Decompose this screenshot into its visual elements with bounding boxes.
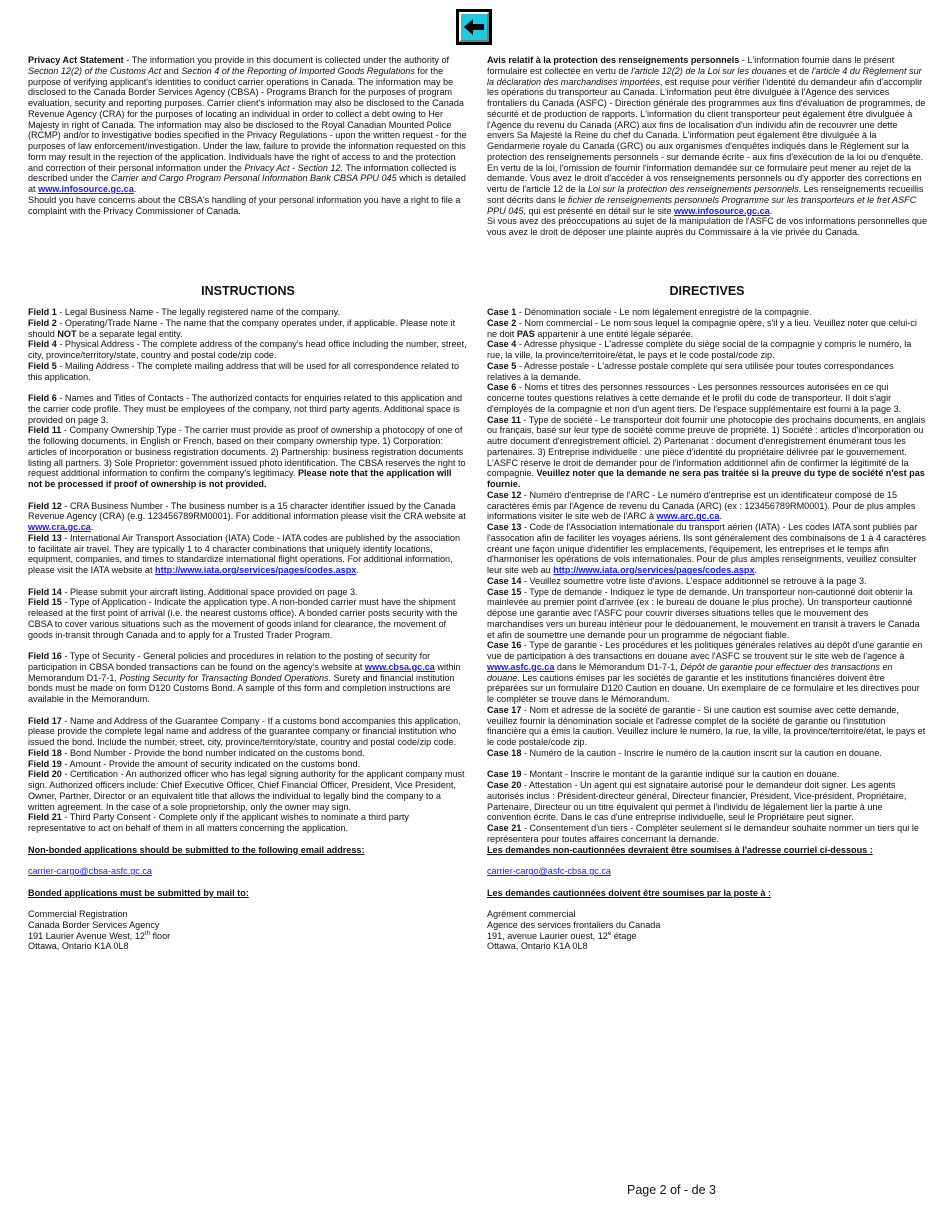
text: . [754, 565, 758, 575]
paragraph-group [28, 307, 468, 382]
bold-text: Case 2 [487, 317, 517, 328]
text: - Code de l'Association internationale du transport aérien (IATA) - Les codes IATA sont publiés par l'assocation afin de faciliter les voyages aériens. Ils sont généralement des combinaisons de 1 à 4 caractères créant une façon unique d'identifier les emplacements, l'équipement, les entreprises et le temps afin d'harmoniser les opérations de vols internationales. Pour de plus amples renseignments, veuillez consulter leur site web au [487, 522, 926, 575]
paragraph [487, 941, 927, 952]
text: . [356, 565, 359, 575]
text: - Type de garantie - Les procédures et les politiques générales relatives au dépôt d'une garantie en vue de participation à des transactions en douane avec l'ASFC se trouvent sur le site web de l'agence à [487, 640, 923, 661]
superscript: e [607, 930, 612, 937]
paragraph-group [28, 716, 468, 834]
paragraph [487, 823, 927, 845]
email-link[interactable]: carrier-cargo@cbsa-asfc.gc.ca [28, 866, 152, 876]
bold-text: Case 17 [487, 704, 522, 715]
text: . [90, 522, 94, 532]
text: Canada Border Services Agency [28, 919, 160, 930]
text: - Bond Number - Provide the bond number indicated on the customs bond. [61, 747, 365, 758]
paragraph [28, 307, 468, 318]
paragraph [28, 866, 468, 877]
text: Commercial Registration [28, 909, 128, 919]
italic-text: Posting Security for Transacting Bonded Operations [119, 672, 329, 683]
paragraph-group [28, 866, 468, 877]
text: - Consentement d'un tiers - Compléter seulement si le demandeur souhaite nommer un tiers qui le représentera pour toutes affaires concernant la demande. [487, 823, 919, 844]
bold-text: NOT [57, 328, 77, 339]
paragraph-group [28, 888, 468, 899]
text: - Name and Address of the Guarantee Company - If a customs bond accompanies this application, please provide the complete legal name and address of the guarantee company or financial institution who issued the bond. Include the number, street, city, province/territory/state, country and postal code/zip code. [28, 715, 461, 747]
bold-text: Privacy Act Statement [28, 55, 124, 65]
paragraph-group [28, 501, 468, 576]
paragraph [28, 501, 468, 533]
text: . Surety and financial institution bonds must be made on form D120 Customs Bond. A sample of this form and completion instructions are available in the Memorandum. [28, 672, 455, 704]
text: . [769, 205, 773, 216]
paragraph [487, 339, 927, 361]
directives-column [487, 307, 927, 963]
paragraph [487, 576, 927, 587]
text: - Adresse postale - L'adresse postale complète qui sera utilisée pour toutes correspondances relatives à la demande. [487, 360, 894, 382]
text: . Les renseignements recueillis sont décrits dans le [487, 184, 924, 205]
text: - Type de société - Le transporteur doit fournir une photocopie des prochains documents, en anglais ou français, basé sur leur type de société comme preuve de propriété. 1) Société : articles d'incorporation ou autre document d'enregistrement officiel. 2) Partenariat : document d'enregistrement énumérant tous les partenaires. 3) Entreprise individuelle : une pièce d'identité du propriétaire délivrée par le gouvernement. L'ASFC réserve le droit de demander pour de l'information additionnel afin de confirmer la légitimité de la compagnie. [487, 414, 926, 479]
text: - Please submit your aircraft listing. Additional space provided on page 3. [61, 586, 358, 597]
bold-text: Field 17 [28, 715, 62, 726]
bold-text: Case 16 [487, 640, 522, 651]
paragraph [487, 931, 927, 942]
paragraph [28, 195, 468, 217]
text: 191 Laurier Avenue West, 12 [28, 930, 145, 941]
text: - Numéro de la caution - Inscrire le numéro de la caution inscrit sur la caution en douane. [521, 747, 882, 758]
italic-text: fichier de renseignements personnels Programme sur les transporteurs et le fret ASFC PPU 045 [487, 194, 917, 216]
link[interactable]: http://www.iata.org/services/pages/codes.aspx [155, 565, 357, 575]
bold-text: Avis relatif à la protection des renseignements personnels [487, 55, 740, 65]
paragraph [28, 393, 468, 425]
text: - International Air Transport Association (IATA) Code - IATA codes are published by the association to facilitate air travel. They are typically 1 to 4 character combinations that uniquely identify locations, equipment, companies, and times to standardize international flight operations. For additional information, please visit the IATA website at [28, 532, 461, 575]
text: which is detailed at [28, 173, 466, 194]
paragraph [487, 490, 927, 522]
text: Ottawa, Ontario K1A 0L8 [487, 941, 588, 952]
paragraph-group [28, 55, 468, 216]
bold-text: Field 1 [28, 307, 57, 317]
paragraph [28, 318, 468, 340]
paragraph [487, 361, 927, 383]
link[interactable]: www.infosource.gc.ca [38, 184, 134, 194]
text: - Names and Titles of Contacts - The authorized contacts for enquiries related to this application and the carrier code profile. They must be employees of the company, not third party agents. Additional space is provided on page 3. [28, 393, 463, 425]
text: - CRA Business Number - The business number is a 15 character identifier issued by the Canada Revenue Agency (CRA) (e.g. 123456789RM0001). For additional information please visit the CRA website at [28, 500, 466, 522]
text: - Operating/Trade Name - The name that the company operates under, if applicable. Please note it should [28, 317, 456, 339]
page-number: Page 2 of - de 3 [627, 1183, 716, 1197]
text: floor [149, 930, 171, 941]
paragraph-group [28, 587, 468, 641]
paragraph [487, 382, 927, 414]
paragraph [487, 307, 927, 318]
paragraph [28, 769, 468, 812]
paragraph [487, 866, 927, 877]
text: étage [611, 930, 637, 941]
paragraph [487, 318, 927, 340]
text: - Nom et adresse de la société de garantie - Si une caution est soumise avec cette demande, veuillez fournir la dénomination sociale et l'adresse complet de la société de garantie ou l'institution financière qui a émis la caution. Veuillez inclure le numéro, la rue, la ville, la province/territoire/état, le pays et le code postale/code zip. [487, 704, 926, 747]
instructions-column [28, 307, 468, 963]
text: for the purpose of verifying applicant's identities to conduct carrier operations in Canada. The information may be disclosed to the Canada Border Services Agency (CBSA) - Programs Branch for the purposes of program evaluation, security and reporting purposes. Carrier client's information may also be disclosed to the Canada Revenue Agency (CRA) for the purposes of locating an individual in order to collect a debt owing to Her Majesty in right of Canada. The information may also be disclosed to the Royal Canadian Mounted Police (RCMP) and/or to investigative bodies specified in the Privacy Regulations - upon the written request - for the purposes of law enforcement/investigation. Under the law, failure to provide the information requested on this form may result in the rejection of the application. Individuals have the right of access to and the protection and correction of their personal information under the [28, 65, 467, 173]
paragraph [28, 920, 468, 931]
email-link[interactable]: carrier-cargo@asfc-cbsa.gc.ca [487, 866, 611, 876]
paragraph [487, 415, 927, 490]
bold-text: Case 13 [487, 522, 522, 532]
text: Ottawa, Ontario K1A 0L8 [28, 941, 129, 952]
link[interactable]: www.arc.gc.ca [656, 511, 720, 522]
italic-text: Loi sur la protection des renseignements personnels [587, 184, 799, 194]
text: Si vous avez des préoccupations au sujet de la manipulation de l'ASFC de vos informations personnelles que vous avez le droit de déposer une plainte auprès du Commissaire à la vie privée du Canada. [487, 216, 928, 237]
text: - Physical Address - The complete address of the company's head office including the number, street, city, province/territory/state, country and postal code/zip code. [28, 339, 467, 360]
bold-text: Please note that the application will not be processed if proof of ownership is not provided. [28, 468, 452, 489]
bold-text: PAS [516, 328, 535, 339]
bold-text: Case 19 [487, 769, 522, 780]
paragraph [28, 651, 468, 705]
directives-heading: DIRECTIVES [669, 284, 745, 298]
text: - Amount - Provide the amount of security indicated on the customs bond. [61, 758, 361, 769]
paragraph [487, 920, 927, 931]
paragraph-group [487, 55, 927, 238]
bold-text: Case 5 [487, 360, 517, 371]
paragraph [487, 587, 927, 641]
paragraph-group [28, 393, 468, 490]
link[interactable]: www.asfc.gc.ca [487, 661, 555, 672]
bold-text: Case 12 [487, 489, 522, 500]
bold-text: Field 11 [28, 425, 62, 436]
privacy-statement-fr [487, 55, 927, 249]
bold-text: Case 1 [487, 307, 517, 317]
bold-text: Case 21 [487, 823, 522, 833]
text: - L'information fournie dans le présent formulaire est collectée en vertu de [487, 55, 895, 76]
privacy-statement-en [28, 55, 468, 227]
paragraph [28, 888, 468, 899]
instructions-heading: INSTRUCTIONS [201, 284, 295, 298]
bold-text: Case 20 [487, 780, 522, 790]
bold-text: Field 20 [28, 769, 62, 780]
text: , est requise pour vérifier l'identité du demandeur afin d'accomplir les opérations du transporteur au Canada. L'information peut être divulguée à l'Agence des services frontaliers du Canada (ASFC) - Direction générale des programmes aux fins d'évaluation de programmes, de sécurité et de production de rapports. L'information du client transporteur peut également être divulguée à l'Agence du revenu du Canada (ARC) aux fins de localisation d'un individu afin de recouvrer une dette envers Sa Majesté la Reine du chef du Canada. L'information peut également être divulguée à la Gendarmerie royale du Canada (GRC) ou aux organismes d'enquêtes indiqués dans le Règlement sur la protection des renseignements personnels - sur demande écrite - aux fins d'exécution de la loi ou d'enquête. En vertu de la loi, l'omission de fournir l'information demandée sur ce formulaire peut mener au rejet de la demande. Vous avez le droit d'accéder à vos renseignements personnels ou d'y apporter des corrections en vertu de l'article 12 de la [487, 76, 926, 194]
text: - Legal Business Name - The legally registered name of the company. [56, 307, 341, 317]
text: and [161, 65, 182, 76]
text: be a separate legal entity. [76, 328, 183, 339]
paragraph [28, 931, 468, 942]
paragraph-group [487, 307, 927, 759]
text: Should you have concerns about the CBSA's handling of your personal information you have a right to file a complaint with the Privacy Commissioner of Canada. [28, 194, 461, 216]
text: - Montant - Inscrire le montant de la garantie indiqué sur la caution en douane. [521, 769, 840, 780]
text: within Memorandum D1-7-1, [28, 661, 461, 683]
paragraph-group [28, 909, 468, 952]
superscript: th [144, 930, 150, 937]
text: - Company Ownership Type - The carrier must provide as proof of ownership a photocopy of one of the following documents, in English or French, based on their company ownership type. 1) Corporation: articles of incorporation or business registration documents. 2) Partnership: business registration documents listing all partners. 3) Sole Proprietor: government issued photo identification. The CBSA reserves the right to request additional information to confirm the company's legitimacy. [28, 425, 466, 479]
text: , qui est présenté en détail sur le site [523, 205, 675, 216]
text: - Type of Security - General policies and procedures in relation to the posting of security for participation in CBSA bonded transactions can be found on the agency's website at [28, 651, 431, 672]
section-heading: Non-bonded applications should be submitted to the following email address: [28, 844, 365, 855]
paragraph [28, 361, 468, 383]
italic-text: l'article 4 du Règlement sur la déclaration des marchandises importées [487, 65, 922, 87]
bold-text: Field 18 [28, 747, 62, 758]
bold-text: Field 15 [28, 597, 62, 608]
bold-text: Field 2 [28, 317, 57, 328]
bold-text: Veuillez noter que la demande ne sera pas traitée si la preuve du type de société n'est pas fournie. [487, 468, 925, 489]
text: dans le Mémorandum D1-7-1, [554, 661, 681, 672]
paragraph [487, 55, 927, 216]
text: - The information you provide in this document is collected under the authority of [123, 55, 450, 65]
bold-text: Case 11 [487, 414, 521, 425]
back-button[interactable] [456, 9, 492, 45]
paragraph-group [28, 651, 468, 705]
text: - Type de demande - Indiquez le type de demande. Un transporteur non-cautionné doit obtenir la mainlevée au premier point d'arrivée (ex : le bureau de douane le plus proche). Un transporteur cautionné dépose une garantie avec l'ASFC pour couvrir diverses situations telles que le mouvement des marchandises vers un bureau intérieur pour le dédouanement, le mouvement en transit à travers le Canada et afin de soumettre une demande pour un programme de négociant fiable. [487, 586, 920, 640]
text: Agence des services frontaliers du Canada [487, 919, 661, 930]
bold-text: Case 4 [487, 339, 517, 350]
paragraph [487, 216, 927, 238]
text: - Attestation - Un agent qui est signataire autorisé pour le demandeur doit signer. Les agents autorisés inclus : Président-directeur général, Directeur financier, Président, Vice-président, Propriétaire, Partenaire, Directeur ou un titre équivalent qui permet à l'individu de légalement lier la partie à une convention écrite. Dans le cas d'une entreprise individuelle, seul le Propriétaire peut signer. [487, 780, 907, 823]
paragraph [28, 425, 468, 490]
text: - Veuillez soumettre votre liste d'avions. L'espace additionnel se retrouve à la page 3. [521, 575, 867, 586]
link[interactable]: www.cbsa.gc.ca [364, 661, 435, 672]
text: - Numéro d'entreprise de l'ARC - Le numéro d'entreprise est un identificateur composé de 15 caractères émis par l'Agence de revenu du Canada (ARC) (ex : 123456789RM0001). Pour de plus amples informations visiter le site web de l'ARC à [487, 489, 916, 522]
bold-text: Case 18 [487, 747, 522, 758]
text: . Les cautions émises par les sociétés de garantie et les institutions financières doivent être préparées sur un formulaire D120 Caution en douane. Un exemplaire de ce formulaire et les directives pour le compléter se trouve dans le Mémorandum. [487, 672, 920, 704]
bold-text: Case 14 [487, 575, 522, 586]
paragraph [487, 522, 927, 576]
text: - Nom commercial - Le nom sous lequel la compagnie opère, s'il y a lieu. Veuillez noter que celui-ci ne doit [487, 317, 917, 339]
text: - Mailing Address - The complete mailing address that will be used for all correspondence related to this application. [28, 360, 459, 382]
paragraph [28, 748, 468, 759]
section-heading: Les demandes cautionnées doivent être soumises par la poste à : [487, 887, 772, 898]
section-heading: Les demandes non-cautionnées devraient être soumises à l'adresse courriel ci-dessous : [487, 844, 873, 855]
link[interactable]: www.cra.gc.ca [28, 522, 91, 532]
bold-text: Field 5 [28, 360, 57, 371]
italic-text: Carrier and Cargo Program Personal Information Bank CBSA PPU 045 [110, 173, 397, 184]
paragraph [28, 533, 468, 576]
left-arrow-icon [462, 17, 486, 37]
italic-text: Section 4 of the Reporting of Imported Goods Regulations [181, 65, 415, 76]
paragraph [28, 845, 468, 856]
paragraph [487, 909, 927, 920]
bold-text: Case 6 [487, 382, 517, 393]
section-heading: Bonded applications must be submitted by mail to: [28, 887, 249, 898]
paragraph-group [487, 866, 927, 877]
italic-text: Privacy Act - Section 12. [244, 162, 344, 173]
text: appartenir à une entité légale séparée. [534, 328, 694, 339]
paragraph [28, 597, 468, 640]
bold-text: Field 4 [28, 339, 57, 350]
paragraph [487, 888, 927, 899]
text: - Certification - An authorized officer who has legal signing authority for the applicant company must sign. Authorized officers include: Chief Executive Officer, Chief Financial Officer, President, Vice President, Owner, Partner, Director or an equivalent title that allows the individual to legally bind the company to a written agreement. In the case of a sole proprietorship, only the owner may sign. [28, 769, 465, 812]
bold-text: Field 6 [28, 393, 57, 403]
paragraph [487, 748, 927, 759]
text: The information collected is described under the [28, 162, 457, 184]
text: - Dénomination sociale - Le nom légalement enregistré de la compagnie. [516, 307, 812, 317]
paragraph-group [28, 845, 468, 856]
text: - Adresse physique - L'adresse complète du siège social de la compagnie y compris le numéro, la rue, la ville, la province/territoire/état, le pays et le code postal/code zip. [487, 339, 912, 360]
paragraph [28, 941, 468, 952]
bold-text: Field 13 [28, 532, 62, 543]
paragraph [487, 640, 927, 705]
paragraph [28, 759, 468, 770]
paragraph [487, 780, 927, 823]
paragraph [28, 339, 468, 361]
bold-text: Field 14 [28, 586, 62, 597]
text: - Type of Application - Indicate the application type. A non-bonded carrier must have the shipment released at the first point of arrival (i.e. the nearest customs office). A bonded carrier posts security with the CBSA to cover various situations such as the movement of goods inland for clearance, the movement of goods in-transit through Canada and to apply for a Trusted Trader Program. [28, 597, 458, 640]
paragraph-group [487, 909, 927, 952]
back-button-face [459, 12, 489, 42]
paragraph-group [487, 769, 927, 855]
link[interactable]: www.infosource.gc.ca [674, 205, 770, 216]
paragraph [28, 55, 468, 195]
text: et de [786, 65, 812, 76]
paragraph [487, 705, 927, 748]
text: . [133, 184, 137, 194]
text: . [719, 511, 722, 522]
italic-text: Section 12(2) of the Customs Act [28, 65, 162, 76]
paragraph [487, 769, 927, 780]
italic-text: Dépôt de garantie pour effectuer des transactions en douane [487, 661, 893, 683]
link[interactable]: http://www.iata.org/services/pages/codes.aspx [553, 565, 755, 575]
bold-text: Field 12 [28, 500, 62, 511]
bold-text: Field 21 [28, 812, 62, 823]
paragraph-group [487, 888, 927, 899]
text: - Third Party Consent - Complete only if the applicant wishes to nominate a third party representative to act on behalf of them in all matters concerning the application. [28, 812, 409, 833]
italic-text: l'article 12(2) de la Loi sur les douanes [631, 65, 787, 76]
paragraph [28, 716, 468, 748]
paragraph [487, 845, 927, 856]
paragraph [28, 909, 468, 920]
bold-text: Field 19 [28, 758, 62, 769]
bold-text: Field 16 [28, 651, 62, 661]
text: Agrément commercial [487, 909, 576, 919]
text: 191, avenue Laurier ouest, 12 [487, 930, 608, 941]
paragraph [28, 587, 468, 598]
text: - Noms et titres des personnes ressources - Les personnes ressources autorisées en ce qui concerne toutes questions relatives à cette demande et le profil du code de transporteur. Il doit s'agir d'employés de la compagnie et non d'un agent tiers. De l'espace supplémentaire est fourni à la page 3. [487, 382, 902, 414]
paragraph [28, 812, 468, 834]
bold-text: Case 15 [487, 586, 522, 597]
